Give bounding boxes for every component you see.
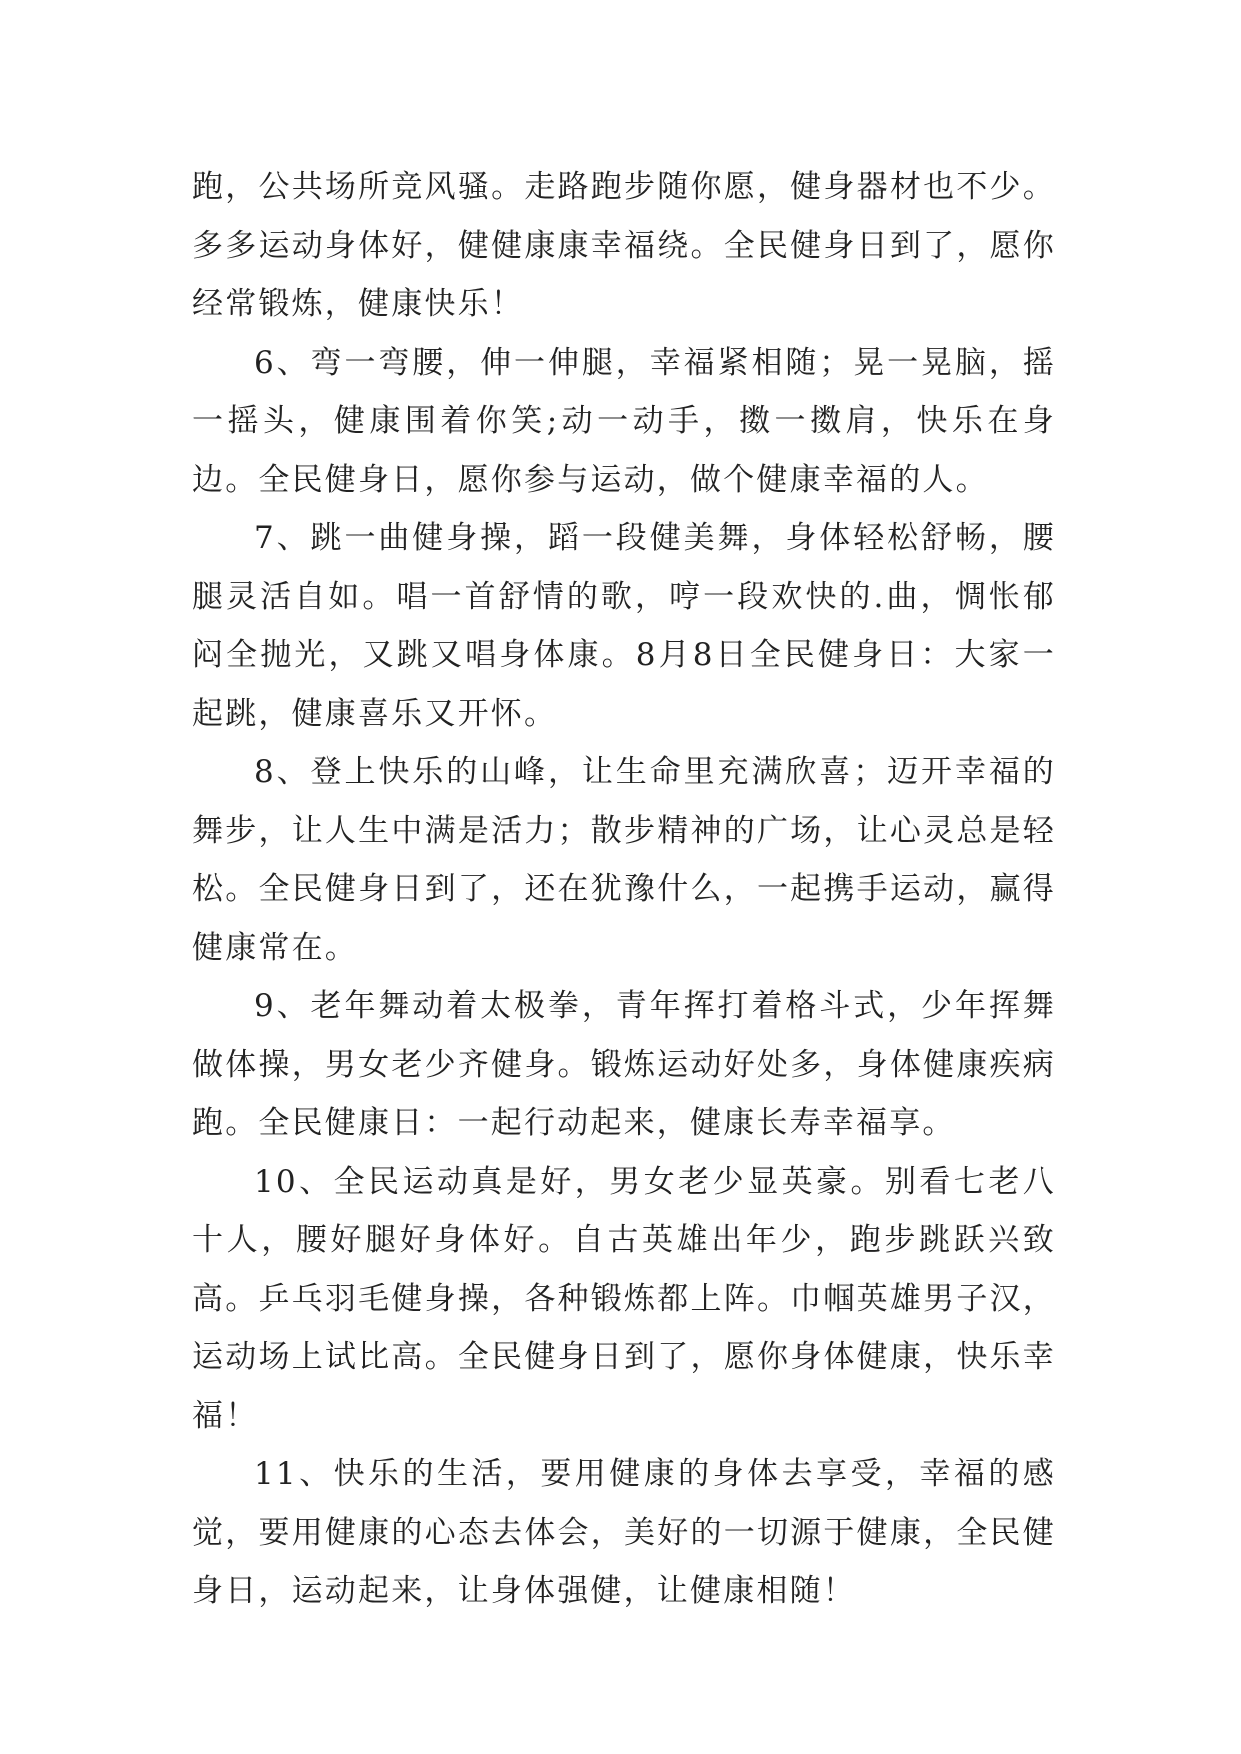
paragraph-item-7: 7、跳一曲健身操，蹈一段健美舞，身体轻松舒畅，腰腿灵活自如。唱一首舒情的歌，哼一段欢快的.曲，惆怅郁闷全抛光，又跳又唱身体康。8月8日全民健身日：大家一起跳，健康喜乐又开怀。 (192, 520, 1056, 732)
paragraph-item-11: 11、快乐的生活，要用健康的身体去享受，幸福的感觉，要用健康的心态去体会，美好的一切源于健康，全民健身日，运动起来，让身体强健，让健康相随！ (192, 1456, 1056, 1609)
paragraph-item-9: 9、老年舞动着太极拳，青年挥打着格斗式，少年挥舞做体操，男女老少齐健身。锻炼运动好处多，身体健康疾病跑。全民健康日：一起行动起来，健康长寿幸福享。 (192, 988, 1056, 1141)
paragraph-continuation: 跑，公共场所竞风骚。走路跑步随你愿，健身器材也不少。多多运动身体好，健健康康幸福绕。全民健身日到了，愿你经常锻炼，健康快乐！ (192, 169, 1056, 322)
document-body (192, 158, 1056, 1621)
paragraph-item-10: 10、全民运动真是好，男女老少显英豪。别看七老八十人，腰好腿好身体好。自古英雄出年少，跑步跳跃兴致高。乒乓羽毛健身操，各种锻炼都上阵。巾帼英雄男子汉，运动场上试比高。全民健身日到了，愿你身体健康，快乐幸福！ (192, 1163, 1056, 1434)
paragraph-item-6: 6、弯一弯腰，伸一伸腿，幸福紧相随；晃一晃脑，摇一摇头，健康围着你笑;动一动手，擞一擞肩，快乐在身边。全民健身日，愿你参与运动，做个健康幸福的人。 (192, 344, 1056, 498)
paragraph-item-8: 8、登上快乐的山峰，让生命里充满欣喜；迈开幸福的舞步，让人生中满是活力；散步精神的广场，让心灵总是轻松。全民健身日到了，还在犹豫什么，一起携手运动，赢得健康常在。 (192, 754, 1056, 966)
